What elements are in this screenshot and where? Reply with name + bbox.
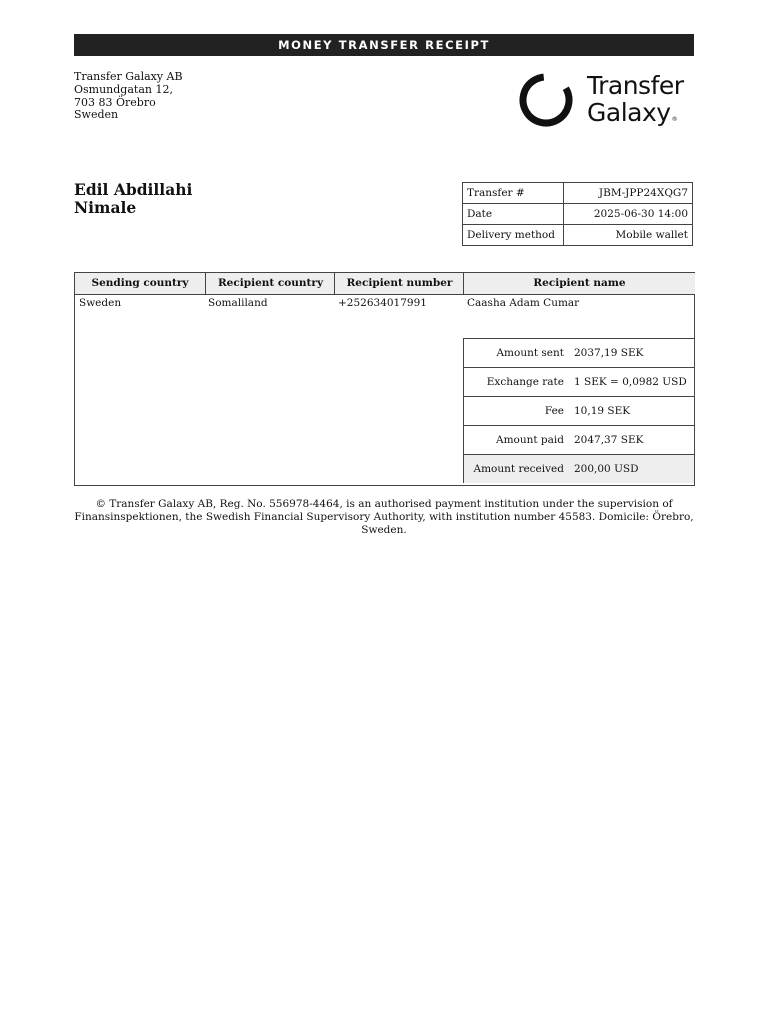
delivery-method: Mobile wallet: [564, 225, 693, 246]
transfer-details-box: [74, 272, 695, 486]
table-row: [463, 225, 693, 246]
legal-footer: [74, 498, 694, 537]
transfer-number: JBM-JPP24XQG7: [564, 183, 693, 204]
table-row: [463, 204, 693, 225]
transfer-info-table: [462, 182, 693, 246]
amount-paid: 2047,37 SEK: [570, 426, 694, 455]
info-label: Date: [463, 204, 564, 225]
amount-row: [464, 455, 695, 484]
address-line: Sweden: [74, 108, 119, 122]
footer-line: © Transfer Galaxy AB, Reg. No. 556978-4464, is an authorised payment institution under the supervision of: [95, 498, 673, 510]
logo-line-2: Galaxy®: [587, 98, 678, 127]
footer-line: Finansinspektionen, the Swedish Financial Supervisory Authority, with institution number 45583. Domicile: Örebro, Sweden.: [74, 511, 694, 536]
logo-wordmark: [587, 72, 684, 133]
customer-name: Edil Abdillahi Nimale: [74, 180, 193, 217]
info-label: Delivery method: [463, 225, 564, 246]
address-line: 703 83 Örebro: [74, 95, 156, 109]
info-label: Transfer #: [463, 183, 564, 204]
address-line: Osmundgatan 12,: [74, 82, 173, 96]
transfer-galaxy-logo: [516, 70, 696, 130]
table-row: [463, 183, 693, 204]
recipient-number: +252634017991: [338, 297, 427, 309]
address-line: Transfer Galaxy AB: [74, 70, 183, 83]
amounts-table: [463, 338, 694, 483]
amount-received: 200,00 USD: [570, 455, 694, 484]
amount-label: Amount sent: [464, 339, 571, 368]
recipient-name: Caasha Adam Cumar: [467, 297, 580, 309]
company-address: [74, 71, 183, 122]
header-recipient-country: Recipient country: [205, 273, 335, 295]
amount-row: [464, 339, 695, 368]
galaxy-ring-icon: [516, 70, 578, 130]
amount-sent: 2037,19 SEK: [570, 339, 694, 368]
logo-line-1: Transfer: [587, 71, 684, 100]
receipt-title: MONEY TRANSFER RECEIPT: [74, 34, 694, 56]
header-recipient-number: Recipient number: [334, 273, 464, 295]
amount-label: Fee: [464, 397, 571, 426]
amount-row: [464, 426, 695, 455]
sending-country: Sweden: [79, 297, 122, 309]
amount-row: [464, 397, 695, 426]
fee: 10,19 SEK: [570, 397, 694, 426]
amount-label: Exchange rate: [464, 368, 571, 397]
exchange-rate: 1 SEK = 0,0982 USD: [570, 368, 694, 397]
amount-row: [464, 368, 695, 397]
header-sending-country: Sending country: [75, 273, 205, 295]
registered-mark: ®: [671, 116, 678, 123]
header-recipient-name: Recipient name: [463, 273, 695, 295]
amount-label: Amount received: [464, 455, 571, 484]
transfer-date: 2025-06-30 14:00: [564, 204, 693, 225]
amount-label: Amount paid: [464, 426, 571, 455]
recipient-country: Somaliland: [208, 297, 268, 309]
